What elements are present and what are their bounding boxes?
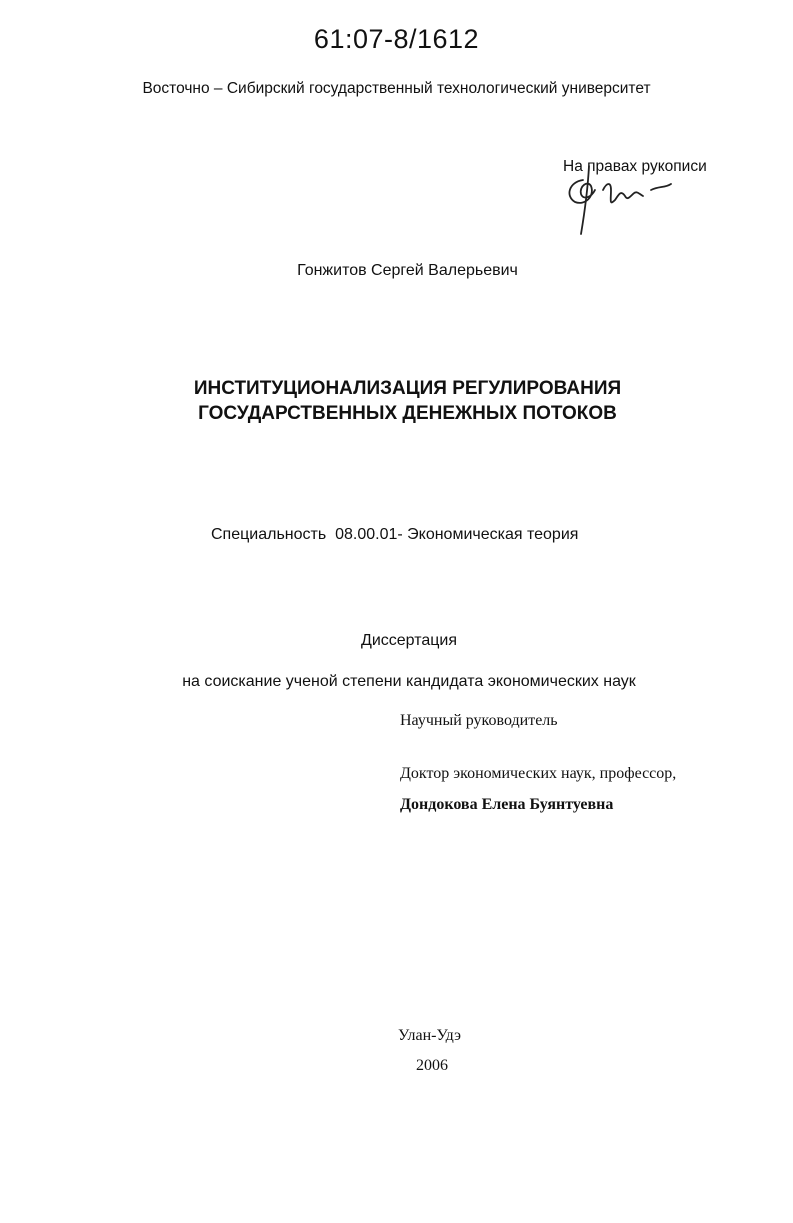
supervisor-label: Научный руководитель — [400, 712, 558, 729]
author-name: Гонжитов Сергей Валерьевич — [297, 262, 518, 279]
signature-icon — [555, 160, 680, 238]
city: Улан-Удэ — [398, 1027, 461, 1044]
document-type: Диссертация — [360, 632, 458, 649]
supervisor-name: Дондокова Елена Буянтуевна — [400, 796, 614, 813]
manuscript-rights-note: На правах рукописи — [563, 158, 707, 175]
degree-sought: на соискание ученой степени кандидата экономических наук — [182, 673, 636, 690]
dissertation-title — [0, 376, 793, 426]
specialty-line: Специальность 08.00.01- Экономическая теория — [211, 526, 579, 543]
title-line-1: ИНСТИТУЦИОНАЛИЗАЦИЯ РЕГУЛИРОВАНИЯ — [193, 378, 622, 399]
university-name: Восточно – Сибирский государственный технологический университет — [142, 80, 651, 97]
document-number: 61:07-8/1612 — [313, 24, 480, 54]
title-line-2: ГОСУДАРСТВЕННЫХ ДЕНЕЖНЫХ ПОТОКОВ — [198, 403, 617, 424]
year: 2006 — [416, 1057, 448, 1074]
supervisor-degree: Доктор экономических наук, профессор, — [400, 765, 677, 782]
